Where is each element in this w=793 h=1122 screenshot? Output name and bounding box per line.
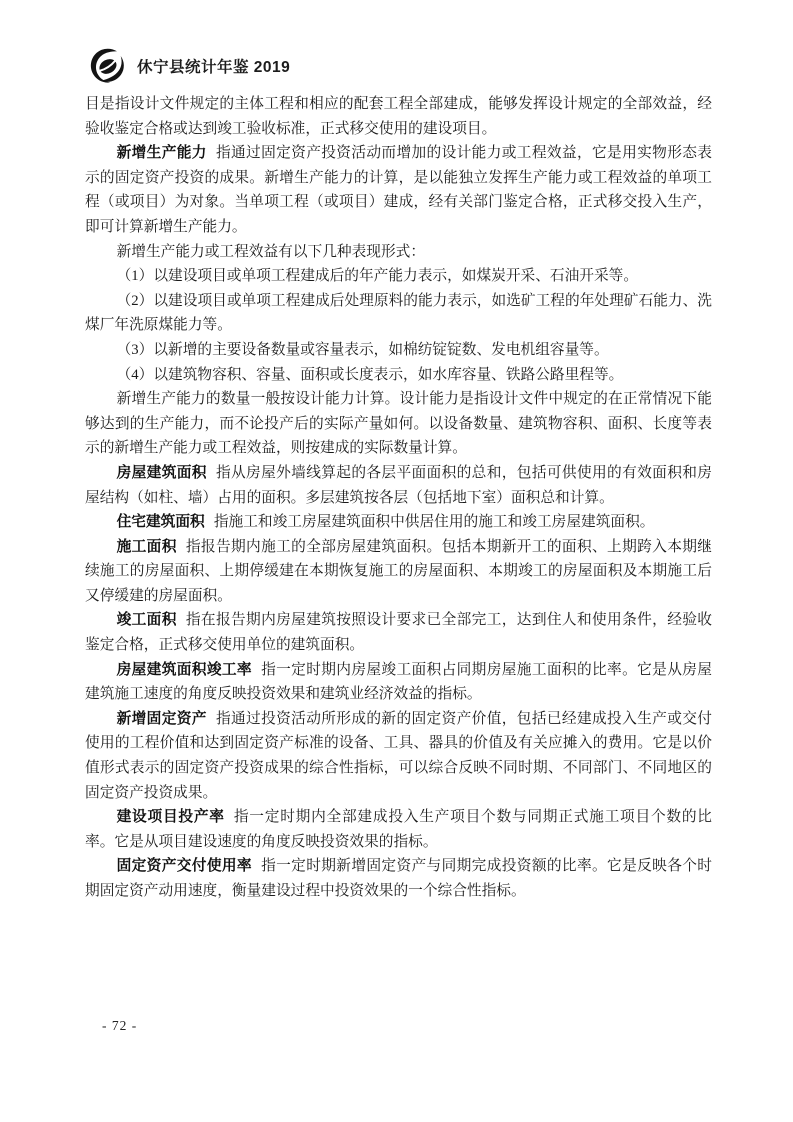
paragraph-text: 指通过固定资产投资活动而增加的设计能力或工程效益，它是用实物形态表示的固定资产投资的成果。新增生产能力的计算，是以能独立发挥生产能力或工程效益的单项工程（或项目）为对象。当单项工程（或项目）建成，经有关部门鉴定合格，正式移交投入生产，即可计算新增生产能力。 [85,145,712,235]
yearbook-title: 休宁县统计年鉴 2019 [137,59,291,76]
paragraph-text: 指在报告期内房屋建筑按照设计要求已全部完工，达到住人和使用条件，经验收鉴定合格，正式移交使用单位的建筑面积。 [85,612,712,654]
definition-paragraph [85,707,712,805]
definition-paragraph [85,608,712,657]
paragraph [85,240,712,265]
paragraph-text: 指报告期内施工的全部房屋建筑面积。包括本期新开工的面积、上期跨入本期继续施工的房屋面积、上期停缓建在本期恢复施工的房屋面积、本期竣工的房屋面积及本期施工后又停缓建的房屋面积。 [85,538,712,604]
term-label: 房屋建筑面积 [116,464,207,481]
definition-paragraph [85,461,712,510]
term-label: 施工面积 [116,538,177,555]
paragraph-text: 指一定时期内房屋竣工面积占同期房屋施工面积的比率。它是从房屋建筑施工速度的角度反映投资效果和建筑业经济效益的指标。 [85,661,712,703]
paragraph-continuation [85,92,712,141]
paragraph-text: 指一定时期内全部建成投入生产项目个数与同期正式施工项目个数的比率。它是从项目建设速度的角度反映投资效果的指标。 [85,809,712,850]
paragraph-text: 指一定时期新增固定资产与同期完成投资额的比率。它是反映各个时期固定资产动用速度，衡量建设过程中投资效果的一个综合性指标。 [85,858,712,899]
paragraph-text: 目是指设计文件规定的主体工程和相应的配套工程全部建成，能够发挥设计规定的全部效益，经验收鉴定合格或达到竣工验收标准，正式移交使用的建设项目。 [85,96,712,137]
definition-paragraph [85,510,712,535]
document-body [85,92,712,904]
term-label: 建设项目投产率 [116,809,225,826]
definition-paragraph [85,805,712,854]
term-label: 住宅建筑面积 [116,514,205,531]
paragraph-text: （2）以建设项目或单项工程建成后处理原料的能力表示，如选矿工程的年处理矿石能力、洗煤厂年洗原煤能力等。 [85,292,712,334]
list-item-3 [85,338,712,363]
paragraph-text: 指通过投资活动所形成的新的固定资产价值，包括已经建成投入生产或交付使用的工程价值和达到固定资产标准的设备、工具、器具的价值及有关应摊入的费用。它是以价值形式表示的固定资产投资成果的综合性指标，可以综合反映不同时期、不同部门、不同地区的固定资产投资成果。 [85,710,712,801]
definition-paragraph [85,141,712,239]
definition-paragraph [85,535,712,609]
paragraph-text: 新增生产能力或工程效益有以下几种表现形式： [116,243,426,260]
paragraph [85,387,712,461]
page-number: - 72 - [102,1018,138,1033]
term-label: 固定资产交付使用率 [116,858,252,875]
paragraph-text: （4）以建筑物容积、容量、面积或长度表示，如水库容量、铁路公路里程等。 [116,366,624,383]
term-label: 新增生产能力 [116,145,207,162]
paragraph-text: 指从房屋外墙线算起的各层平面面积的总和，包括可供使用的有效面积和房屋结构（如柱、墙）占用的面积。多层建筑按各层（包括地下室）面积总和计算。 [85,464,712,506]
page-header [88,46,290,86]
list-item-2 [85,289,712,338]
list-item-4 [85,363,712,388]
paragraph-text: （3）以新增的主要设备数量或容量表示，如棉纺锭锭数、发电机组容量等。 [116,341,609,358]
term-label: 新增固定资产 [116,710,207,727]
term-label: 竣工面积 [116,612,177,629]
paragraph-text: 指施工和竣工房屋建筑面积中供居住用的施工和竣工房屋建筑面积。 [213,514,655,531]
statistics-swirl-logo-icon [88,46,126,86]
list-item-1 [85,264,712,289]
term-label: 房屋建筑面积竣工率 [116,661,252,678]
paragraph-text: 新增生产能力的数量一般按设计能力计算。设计能力是指设计文件中规定的在正常情况下能够达到的生产能力，而不论投产后的实际产量如何。以设备数量、建筑物容积、面积、长度等表示的新增生产能力或工程效益，则按建成的实际数量计算。 [85,391,712,457]
definition-paragraph [85,658,712,707]
definition-paragraph [85,854,712,903]
paragraph-text: （1）以建设项目或单项工程建成后的年产能力表示，如煤炭开采、石油开采等。 [116,268,639,285]
